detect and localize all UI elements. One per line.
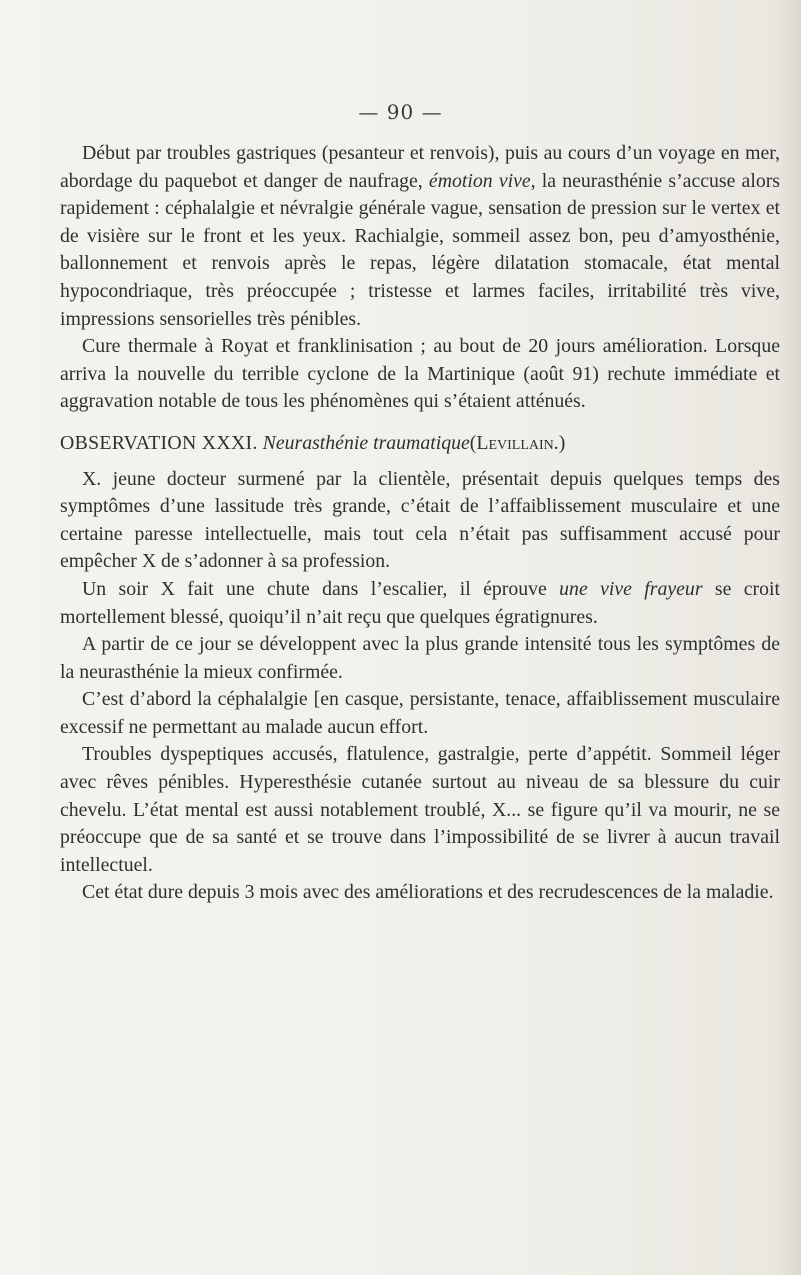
paragraph-accident-end: se croit mortellement blessé, quoiqu’il n’ait reçu que quelques égratignures. [60, 577, 780, 628]
body-text [60, 140, 780, 907]
paragraph-accident-start: Un soir X fait une chute dans l’escalier, il éprouve [82, 577, 560, 600]
paragraph-accident-emphasis: une vive frayeur [559, 577, 703, 600]
paragraph-case-intro: X. jeune docteur surmené par la clientèle, présentait depuis quelques temps des symptômes d’une lassitude très grande, c’était de l’affaiblissement musculaire et une certaine paresse intellectuelle, mais tout cela n’était pas suffisamment accusé pour empêcher X de s’adonner à sa profession. [60, 467, 780, 573]
paragraph-onset [60, 140, 780, 333]
paragraph-dyspepsia: Troubles dyspeptiques accusés, flatulence, gastralgie, perte d’appétit. Sommeil léger avec rêves pénibles. Hyperesthésie cutanée surtout au niveau de sa blessure du cuir chevelu. L’état mental est aussi notablement troublé, X... se figure qu’il va mourir, ne se préoccupe que de sa santé et se trouve dans l’impossibilité de se livrer à aucun travail intellectuel. [60, 743, 780, 876]
paragraph-duration: Cet état dure depuis 3 mois avec des améliorations et des recrudescences de la maladie. [82, 881, 774, 904]
paragraph-onset-start: Début par troubles gastriques (pesanteur et renvois), puis au cours d’un voyage en mer, abordage du paquebot et danger de naufrage, [60, 142, 780, 192]
paragraph-onset-symptoms: A partir de ce jour se développent avec la plus grande intensité tous les symptômes de la neurasthénie la mieux confirmée. [60, 633, 780, 683]
paragraph-treatment: Cure thermale à Royat et franklinisation ; au bout de 20 jours amélioration. Lorsque arriva la nouvelle du terrible cyclone de la Martinique (août 91) rechute immédiate et aggravation notable de tous les phénomènes qui s’étaient atténués. [60, 335, 780, 413]
paragraph-accident [60, 576, 780, 631]
observation-title: OBSERVATION XXXI. [60, 431, 258, 454]
observation-subject: Neurasthénie traumatique [262, 431, 470, 454]
paragraph-headache: C’est d’abord la céphalalgie [en casque, persistante, tenace, affaiblissement musculaire excessif ne permettant au malade aucun effort. [60, 688, 780, 738]
page-number: — 90 — [358, 100, 443, 124]
paragraph-onset-end: , la neurasthénie s’accuse alors rapidement : céphalalgie et névralgie générale vague, sensation de pression sur le vertex et de visière sur le front et les yeux. Rachialgie, sommeil assez bon, peu d’amyosthénie, ballonnement et renvois après le repas, légère dilatation stomacale, état mental hypocondriaque, très préoccupée ; tristesse et larmes faciles, irritabilité très vive, impressions sensorielles très pénibles. [60, 169, 781, 330]
observation-author: (Levillain.) [469, 431, 566, 454]
observation-heading [60, 430, 780, 458]
paragraph-onset-emphasis: émotion vive [428, 169, 531, 192]
